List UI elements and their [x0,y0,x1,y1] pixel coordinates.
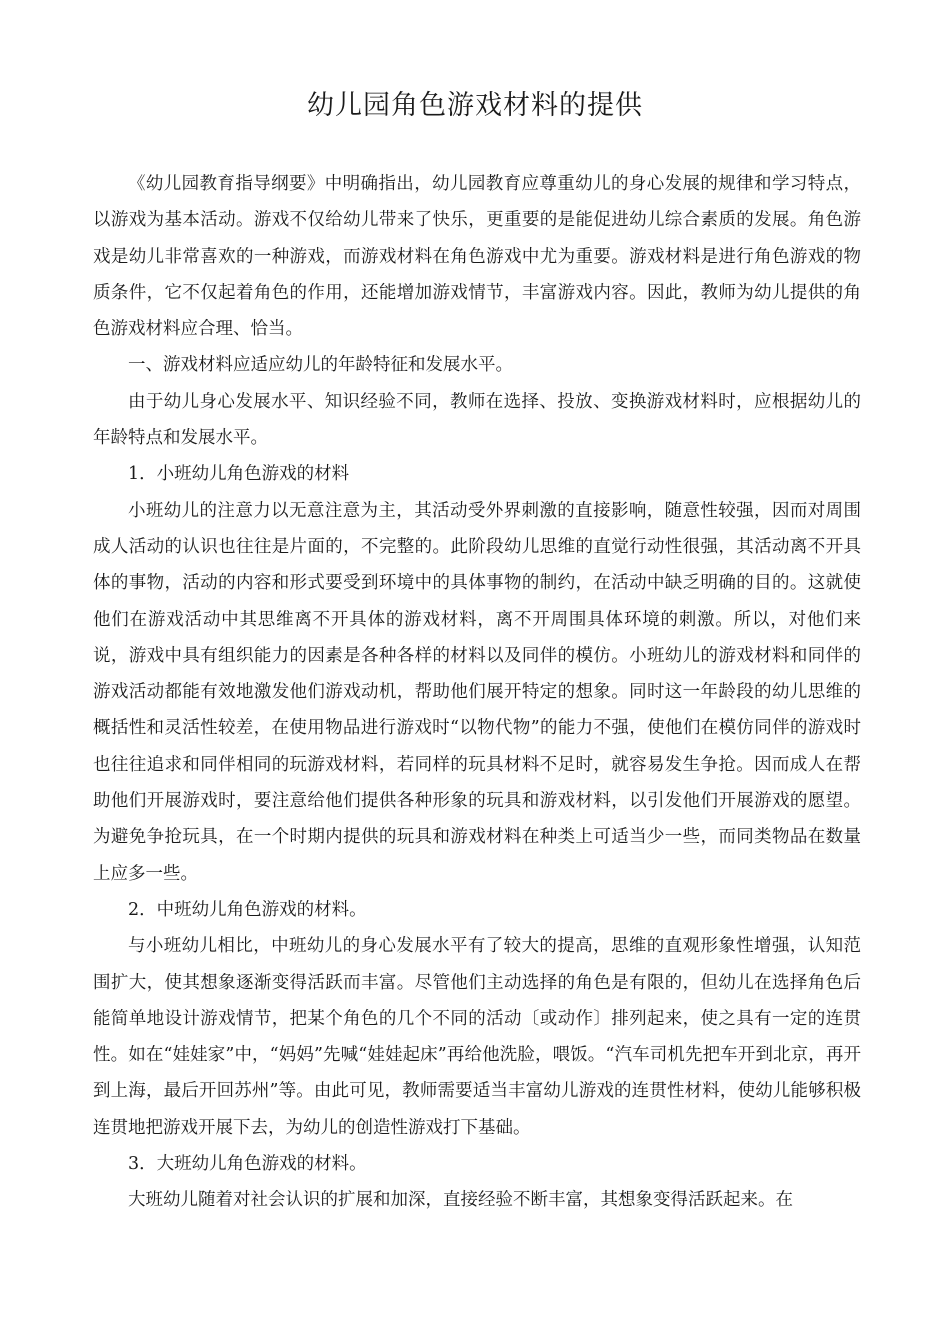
subheading-middle-class: 2．中班幼儿角色游戏的材料。 [128,899,367,920]
paragraph-small-class: 小班幼儿的注意力以无意注意为主，其活动受外界刺激的直接影响，随意性较强，因而对周围成人活动的认识也往往是片面的，不完整的。此阶段幼儿思维的直觉行动性很强，其活动离不开具体的事物，活动的内容和形式要受到环境中的具体事物的制约，在活动中缺乏明确的目的。这就使他们在游戏活动中其思维离不开具体的游戏材料，离不开周围具体环境的刺激。所以，对他们来说，游戏中具有组织能力的因素是各种各样的材料以及同伴的模仿。小班幼儿的游戏材料和同伴的游戏活动都能有效地激发他们游戏动机，帮助他们展开特定的想象。同时这一年龄段的幼儿思维的概括性和灵活性较差，在使用物品进行游戏时“以物代物”的能力不强，使他们在模仿同伴的游戏时也往往追求和同伴相同的玩游戏材料，若同样的玩具材料不足时，就容易发生争抢。因而成人在帮助他们开展游戏时，要注意给他们提供各种形象的玩具和游戏材料，以引发他们开展游戏的愿望。为避免争抢玩具，在一个时期内提供的玩具和游戏材料在种类上可适当少一些，而同类物品在数量上应多一些。 [93,500,861,884]
paragraph-section-1: 由于幼儿身心发展水平、知识经验不同，教师在选择、投放、变换游戏材料时，应根据幼儿的年龄特点和发展水平。 [93,391,861,449]
paragraph-intro: 《幼儿园教育指导纲要》中明确指出，幼儿园教育应尊重幼儿的身心发展的规律和学习特点，以游戏为基本活动。游戏不仅给幼儿带来了快乐，更重要的是能促进幼儿综合素质的发展。角色游戏是幼儿非常喜欢的一种游戏，而游戏材料在角色游戏中尤为重要。游戏材料是进行角色游戏的物质条件，它不仅起着角色的作用，还能增加游戏情节，丰富游戏内容。因此，教师为幼儿提供的角色游戏材料应合理、恰当。 [93,174,861,340]
paragraph-middle-class: 与小班幼儿相比，中班幼儿的身心发展水平有了较大的提高，思维的直观形象性增强，认知范围扩大，使其想象逐渐变得活跃而丰富。尽管他们主动选择的角色是有限的，但幼儿在选择角色后能简单地设计游戏情节，把某个角色的几个不同的活动〔或动作〕排列起来，使之具有一定的连贯性。如在“娃娃家”中，“妈妈”先喊“娃娃起床”再给他洗脸，喂饭。“汽车司机先把车开到北京，再开到上海，最后开回苏州”等。由此可见，教师需要适当丰富幼儿游戏的连贯性材料，使幼儿能够积极连贯地把游戏开展下去，为幼儿的创造性游戏打下基础。 [93,936,861,1138]
paragraph-large-class: 大班幼儿随着对社会认识的扩展和加深，直接经验不断丰富，其想象变得活跃起来。在 [128,1190,793,1211]
subheading-small-class: 1．小班幼儿角色游戏的材料 [128,464,350,485]
document-title: 幼儿园角色游戏材料的提供 [307,90,643,121]
document-body [93,166,861,1219]
section-heading-1: 一、游戏材料应适应幼儿的年龄特征和发展水平。 [128,355,513,376]
subheading-large-class: 3．大班幼儿角色游戏的材料。 [128,1154,367,1175]
